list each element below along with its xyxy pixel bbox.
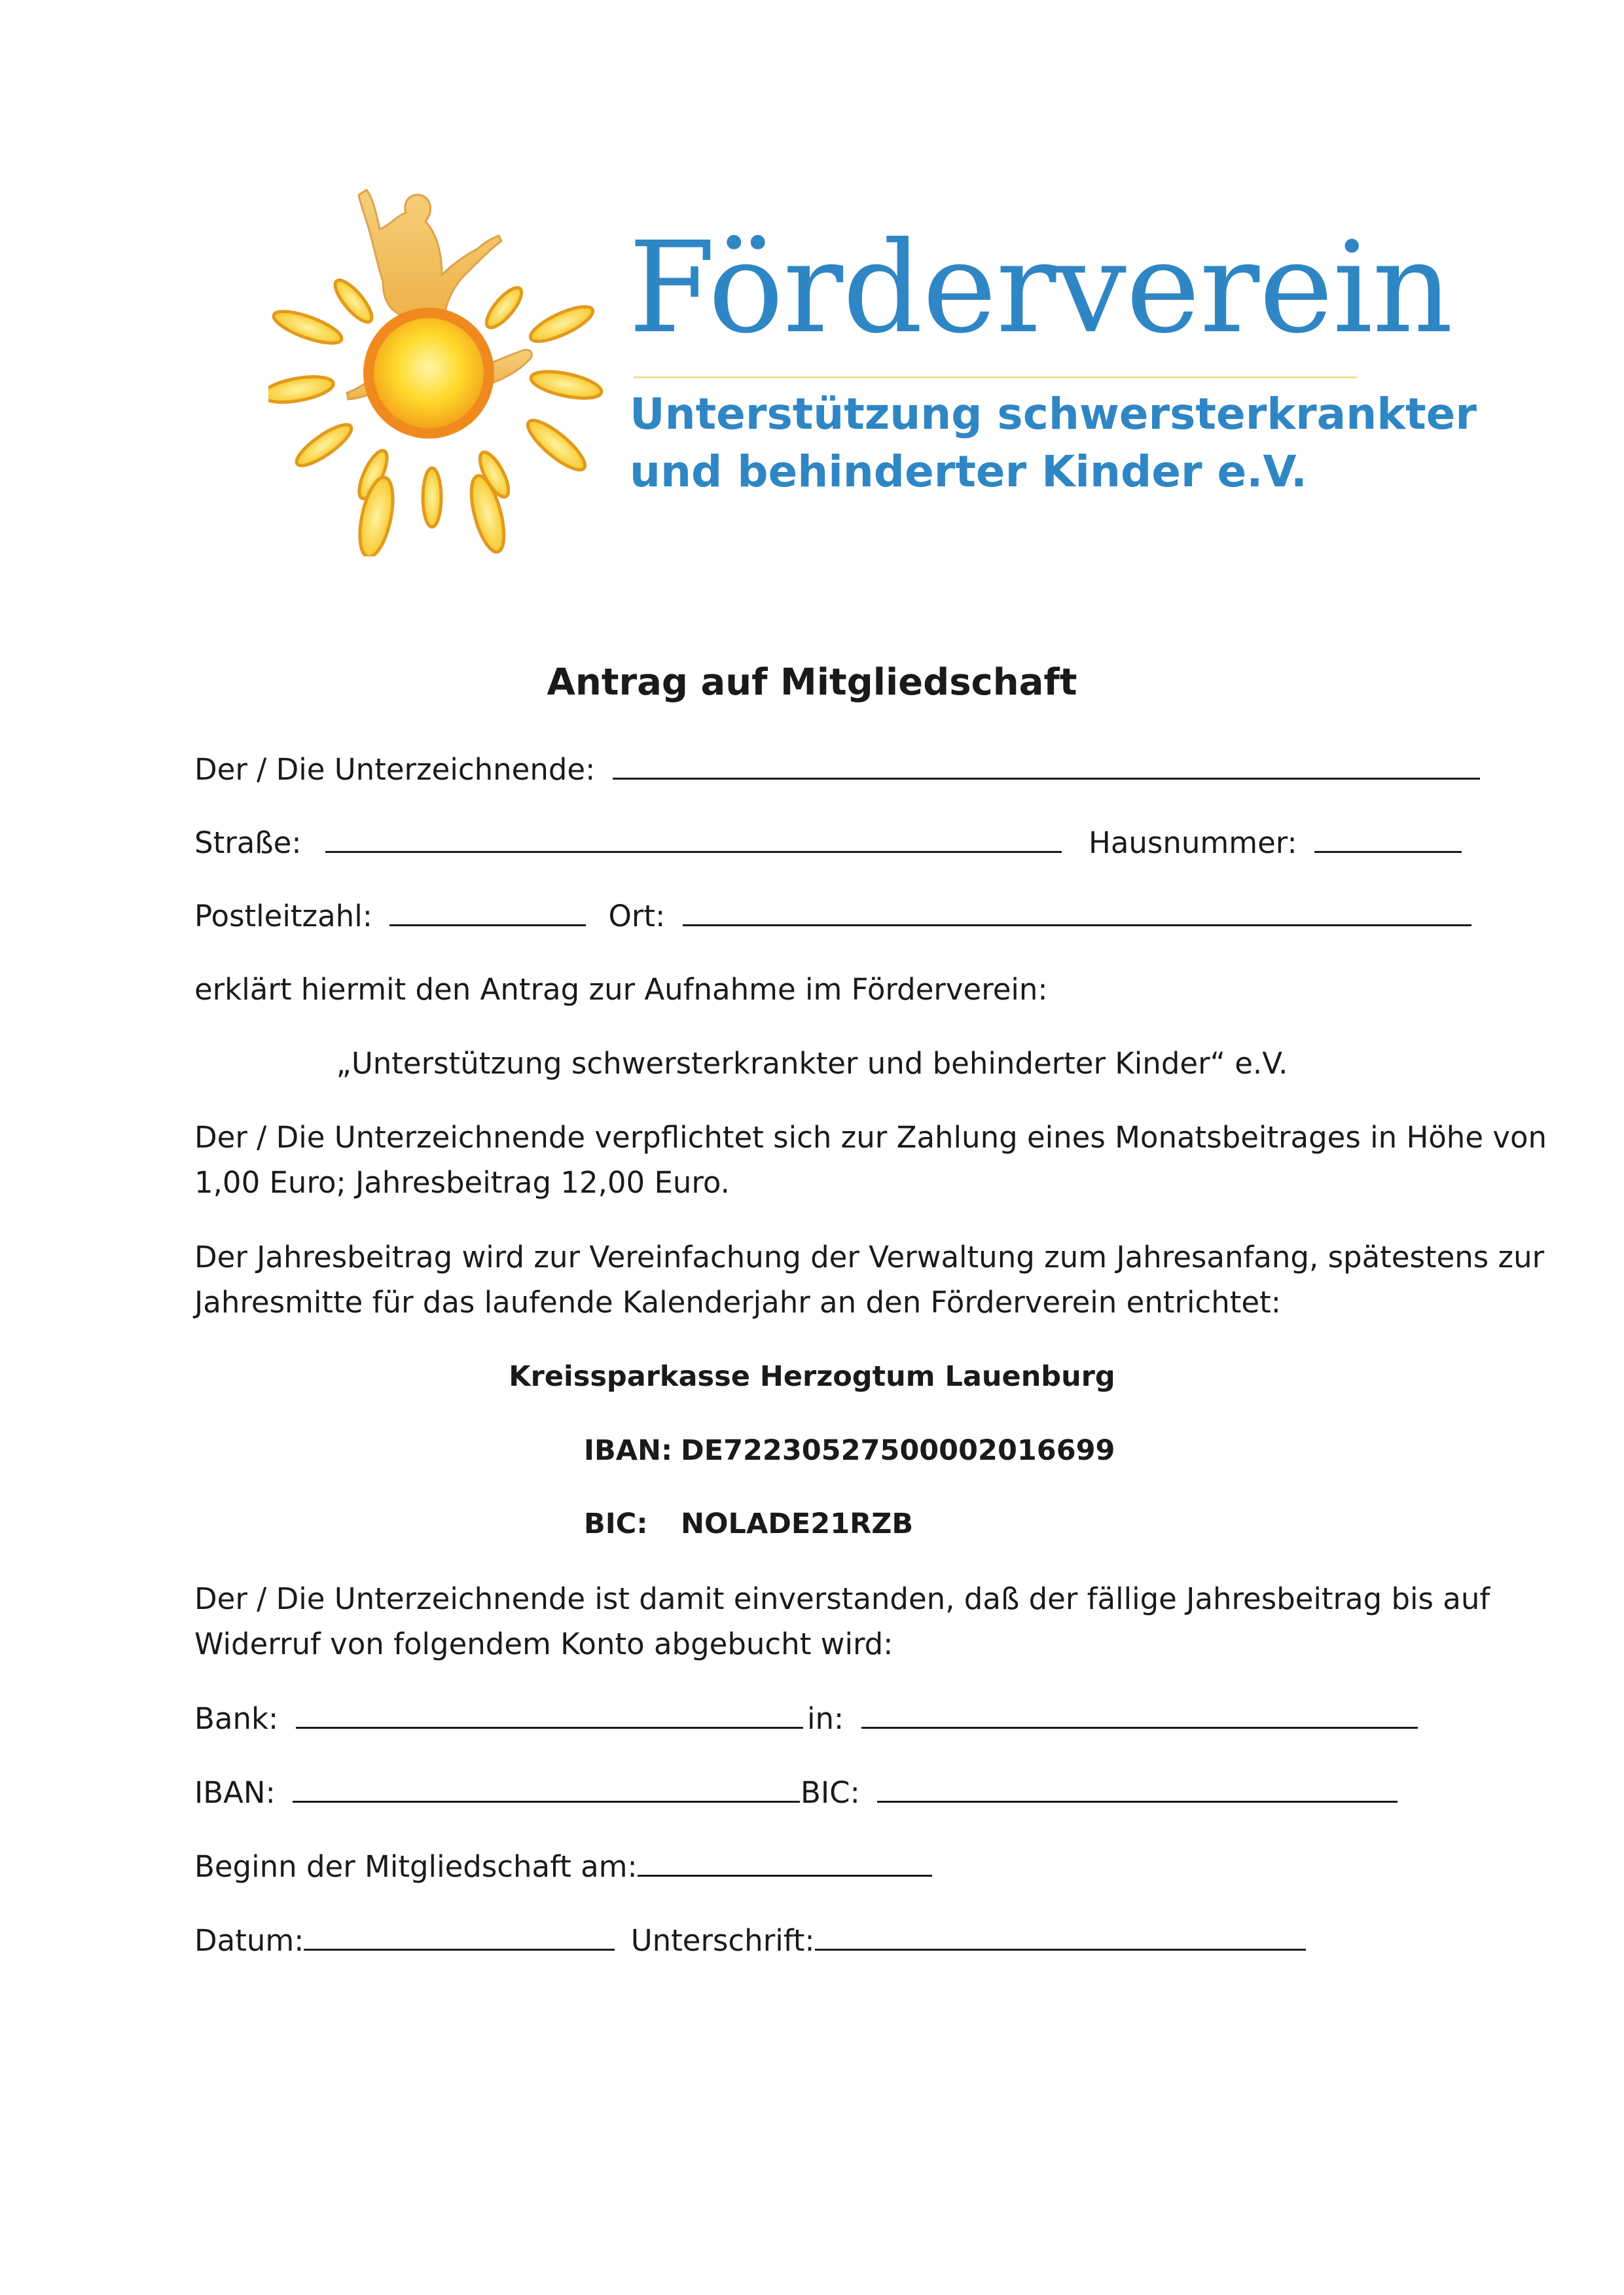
association-bank-name: Kreissparkasse Herzogtum Lauenburg — [509, 1360, 1115, 1393]
city-label: Ort: — [608, 899, 666, 933]
association-bic-value: NOLADE21RZB — [681, 1508, 914, 1540]
logo-subtitle-line1: Unterstützung schwersterkrankter — [630, 389, 1477, 439]
date-signature-row — [194, 1923, 1306, 1958]
payer-in-label: in: — [807, 1701, 844, 1736]
association-bic-label: BIC: — [584, 1508, 648, 1540]
payer-bic-field[interactable] — [877, 1798, 1398, 1803]
logo-title: Förderverein — [628, 215, 1453, 361]
payer-in-row — [807, 1701, 1418, 1736]
association-name: „Unterstützung schwersterkrankter und behinderter Kinder“ e.V. — [336, 1046, 1288, 1081]
postal-code-field[interactable] — [389, 922, 586, 926]
postal-city-row — [194, 901, 1471, 931]
undersigned-label: Der / Die Unterzeichnende: — [194, 752, 596, 787]
payer-iban-field[interactable] — [293, 1798, 800, 1803]
payer-bank-label: Bank: — [194, 1701, 279, 1736]
payer-bic-label: BIC: — [801, 1775, 860, 1810]
consent-line1: Der / Die Unterzeichnende ist damit einverstanden, daß der fällige Jahresbeitrag bis auf — [194, 1581, 1490, 1616]
payment-line2: Jahresmitte für das laufende Kalenderjahr an den Förderverein entrichtet: — [194, 1285, 1281, 1320]
form-heading: Antrag auf Mitgliedschaft — [547, 661, 1077, 704]
undersigned-row — [194, 752, 1480, 787]
membership-start-label: Beginn der Mitgliedschaft am: — [194, 1849, 638, 1884]
postal-code-label: Postleitzahl: — [194, 899, 372, 933]
payer-iban-label: IBAN: — [194, 1775, 276, 1810]
sun-with-child-icon — [268, 177, 609, 556]
logo-subtitle-line2: und behinderter Kinder e.V. — [630, 446, 1307, 497]
signature-field[interactable] — [815, 1946, 1306, 1951]
date-label: Datum: — [194, 1923, 304, 1958]
city-field[interactable] — [683, 922, 1471, 926]
consent-line2: Widerruf von folgendem Konto abgebucht wird: — [194, 1627, 893, 1661]
undersigned-field[interactable] — [613, 775, 1480, 780]
date-field[interactable] — [304, 1946, 615, 1951]
payer-bank-field[interactable] — [296, 1724, 803, 1729]
house-number-field[interactable] — [1314, 848, 1462, 853]
street-row — [194, 825, 1062, 860]
membership-start-field[interactable] — [638, 1872, 932, 1877]
payer-iban-row — [194, 1775, 800, 1810]
street-label: Straße: — [194, 825, 302, 860]
house-number-row — [1089, 825, 1462, 860]
house-number-label: Hausnummer: — [1089, 825, 1297, 860]
obligation-line1: Der / Die Unterzeichnende verpflichtet sich zur Zahlung eines Monatsbeitrages in Höhe von — [194, 1120, 1547, 1155]
street-field[interactable] — [325, 848, 1062, 853]
payment-line1: Der Jahresbeitrag wird zur Vereinfachung der Verwaltung zum Jahresanfang, spätestens zur — [194, 1240, 1545, 1274]
membership-start-row — [194, 1849, 932, 1884]
payer-in-field[interactable] — [861, 1724, 1418, 1729]
obligation-line2: 1,00 Euro; Jahresbeitrag 12,00 Euro. — [194, 1165, 730, 1200]
logo-divider — [634, 376, 1357, 378]
association-iban-label: IBAN: — [584, 1434, 673, 1467]
declaration-text: erklärt hiermit den Antrag zur Aufnahme im Förderverein: — [194, 972, 1048, 1007]
association-iban-value: DE72230527500002016699 — [681, 1434, 1115, 1467]
payer-bank-row — [194, 1701, 803, 1736]
payer-bic-row — [801, 1775, 1398, 1810]
signature-label: Unterschrift: — [630, 1923, 815, 1958]
